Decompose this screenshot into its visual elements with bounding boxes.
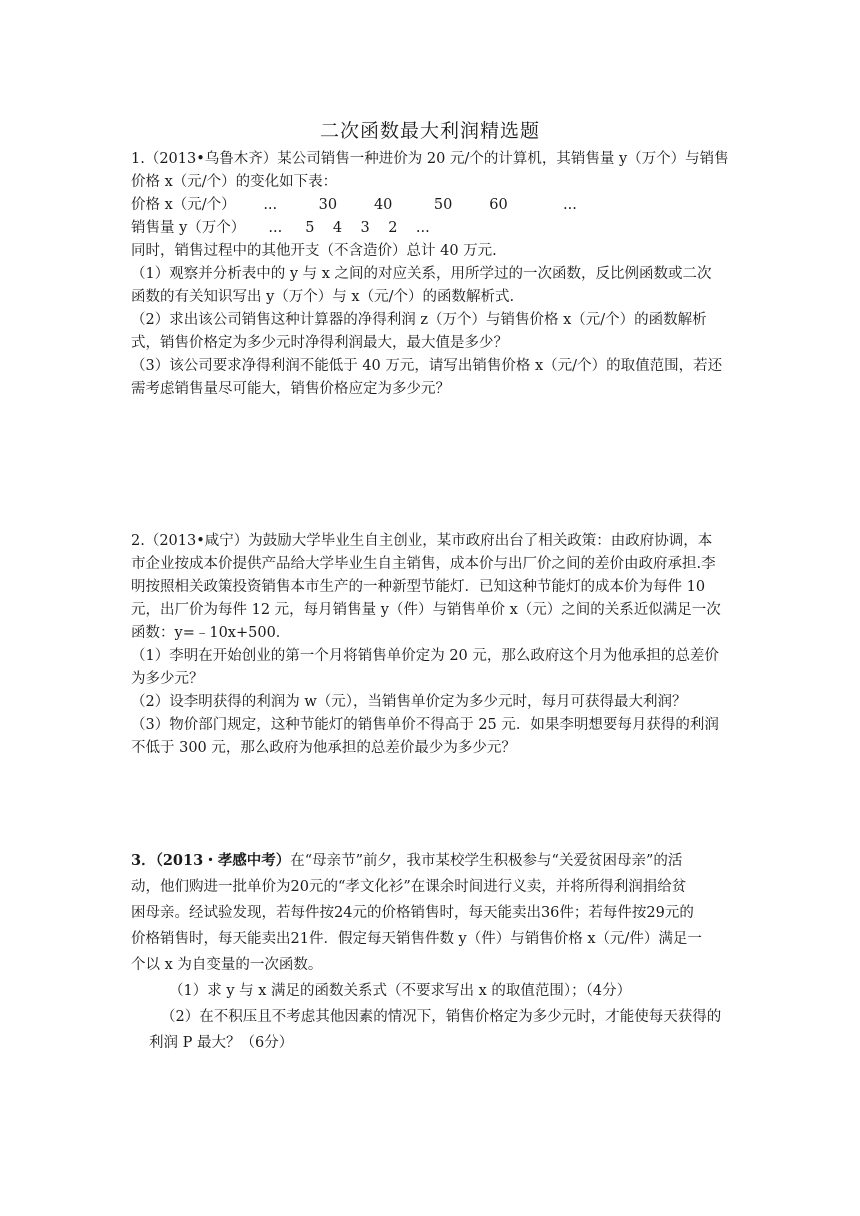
q2-line: 元，出厂价为每件 12 元，每月销售量 y（件）与销售单价 x（元）之间的关系近似满足一次 [131,602,721,618]
q3-line: 困母亲。经试验发现，若每件按24元的价格销售时，每天能卖出36件；若每件按29元的 [131,905,694,921]
q2-line: 2.（2013•咸宁）为鼓励大学毕业生自主创业，某市政府出台了相关政策：由政府协调，本 [131,533,713,549]
q3-line: 动，他们购进一批单价为20元的“孝文化衫”在课余时间进行义卖，并将所得利润捐给贫 [131,879,687,895]
q3-line: 价格销售时，每天能卖出21件．假定每天销售件数 y（件）与销售价格 x（元/件）满足一 [131,931,702,947]
q1-line: 价格 x（元/个）的变化如下表： [131,174,338,190]
q1-line: 式，销售价格定为多少元时净得利润最大，最大值是多少？ [131,335,508,351]
q1-table-price-row: 价格 x（元/个） ... 30 40 50 60 ... [131,197,577,213]
page-title: 二次函数最大利润精选题 [319,120,540,142]
q3-line: 个以 x 为自变量的一次函数。 [131,957,323,973]
q1-line: 同时，销售过程中的其他开支（不含造价）总计 40 万元. [131,243,497,259]
q2-subquestion-2: （2）设李明获得的利润为 w（元），当销售单价定为多少元时，每月可获得最大利润？ [131,694,687,710]
q1-line: 函数的有关知识写出 y（万个）与 x（元/个）的函数解析式. [131,289,515,305]
q2-line: 为多少元？ [131,671,204,687]
q1-subquestion-3: （3）该公司要求净得利润不能低于 40 万元，请写出销售价格 x（元/个）的取值范围，若还 [131,358,723,374]
question-1 [131,148,743,401]
question-2 [131,530,743,760]
q1-subquestion-2: （2）求出该公司销售这种计算器的净得利润 z（万个）与销售价格 x（元/个）的函数解析 [131,312,707,328]
question-3 [131,848,743,1056]
q1-subquestion-1: （1）观察并分析表中的 y 与 x 之间的对应关系，用所学过的一次函数，反比例函数或二次 [131,266,712,282]
q2-subquestion-3: （3）物价部门规定，这种节能灯的销售单价不得高于 25 元．如果李明想要每月获得的利润 [131,717,719,733]
q1-line: 需考虑销售量尽可能大，销售价格应定为多少元？ [131,381,450,397]
q1-line: 1.（2013•乌鲁木齐）某公司销售一种进价为 20 元/个的计算机，其销售量 y（万个）与销售 [131,151,729,167]
q3-line: 在“母亲节”前夕，我市某校学生积极参与“关爱贫困母亲”的活 [290,853,683,869]
q3-subquestion-2: （2）在不积压且不考虑其他因素的情况下，销售价格定为多少元时，才能使每天获得的 [161,1009,722,1025]
q3-heading: 3．（2013・孝感中考） [131,852,291,869]
q2-line: 明按照相关政策投资销售本市生产的一种新型节能灯．已知这种节能灯的成本价为每件 10 [131,579,706,595]
q3-subquestion-1: （1）求 y 与 x 满足的函数关系式（不要求写出 x 的取值范围）；（4分） [169,983,632,999]
q1-table-sales-row: 销售量 y（万个） ... 5 4 3 2 ... [131,220,430,236]
q2-line: 不低于 300 元，那么政府为他承担的总差价最少为多少元？ [131,740,516,756]
q2-line: 市企业按成本价提供产品给大学毕业生自主销售，成本价与出厂价之间的差价由政府承担.李 [131,556,716,572]
q3-line: 利润 P 最大？（6分） [149,1035,294,1051]
q2-function-line: 函数：y=﹣10x+500． [131,625,291,641]
q2-subquestion-1: （1）李明在开始创业的第一个月将销售单价定为 20 元，那么政府这个月为他承担的总差价 [131,648,719,664]
